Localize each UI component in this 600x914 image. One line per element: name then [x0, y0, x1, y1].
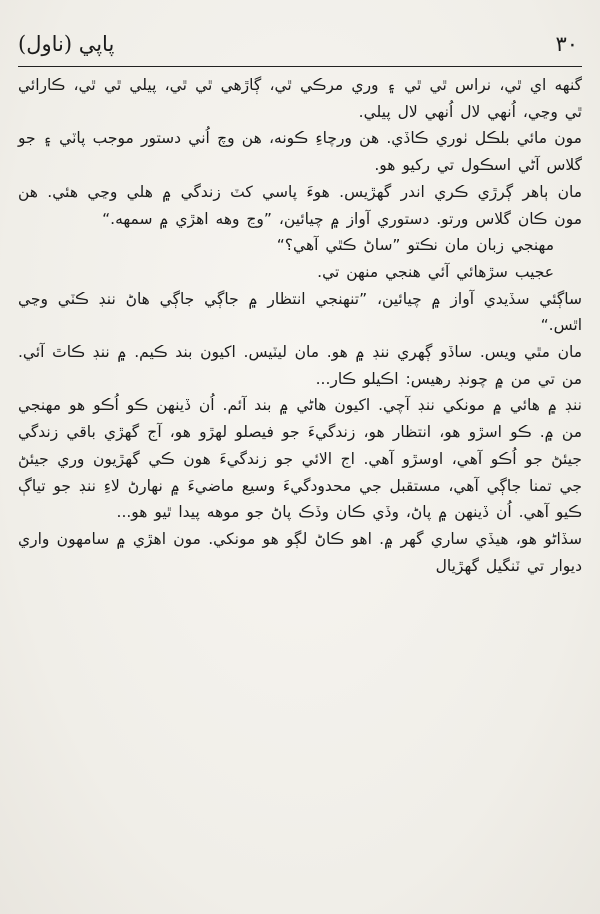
paragraph: مان مٿي ويس. ساڏو ڳهري ننڊ ۾ هو. مان ليٽيس. اکيون بند ڪيم. ۾ ننڊ ڪاٿ آئي. من تي من ۾ چونڊ رهيس: اڪيلو ڪار... [18, 343, 582, 388]
paragraph: مان ٻاهر ڳرڙي ڪري اندر گهڙيس. هوءَ پاسي کٽ زندگي ۾ هلي وڃي هئي. هن مون ڪان گلاس ورتو. دستوري آواز ۾ چيائين، ”وڃ وهه اهڙي ۾ سمهه.“ [18, 182, 582, 228]
paragraph: عجيب سڙهائي آئي هنجي منهن تي. [317, 262, 554, 281]
paragraph: ساڳئي سڏيدي آواز ۾ چيائين، ”تنهنجي انتظار ۾ جاڳي جاڳي هاڻ ننڊ ڪٽي وڃي اٿس.“ [18, 289, 582, 335]
paragraph: سڏاڻو هو، هيڏي ساري گهر ۾. اهو ڪاڻ لڳو هو مونکي. مون اهڙي ۾ سامهون واري ديوار تي ٽنگيل گهڙيال [18, 529, 582, 575]
paragraph: ننڊ ۾ هائي ۾ مونکي ننڊ آچي. اکيون هاڻي ۾ بند آئم. اُن ڏينهن ڪو اُڪو هو مهنجي من ۾. ڪو اسڙو هو، انتظار هو، زندگيءَ جو فيصلو لهڙو هو، آج گهڙي باقي زندگي جيئڻ جو اُڪو آهي، اوسڙو آهي. اج الائي جو زندگيءَ هون ڪي گهڙيون وري جيئڻ جي تمنا جاڳي آهي، مستقبل جي محدودگيءَ وسيع ماضيءَ ۾ نهارڻ لاءِ ننڊ جو تياڳ ڪيو آهي. اُن ڏينهن ۾ پاڻ، وڏي ڪان وڏڪ پاڻ جو موهه پيدا ٿيو هو... [18, 396, 582, 522]
running-header [18, 30, 582, 60]
running-head-title: پاپي (ناول) [18, 32, 115, 56]
paragraph: مهنجي زبان مان نڪتو ”ساڻ ڪٿي آهي؟“ [276, 236, 554, 255]
novel-text-body [18, 72, 582, 579]
header-divider [18, 66, 582, 67]
paragraph: مون مائي بلڪل ٺوري ڪاڏي. هن ورچاءِ ڪونه، هن وچ اُني دستور موجب پاٽي ۽ جو گلاس آڻي اسڪول تي رکيو هو. [18, 129, 582, 175]
page-number: ٣٠ [555, 32, 578, 56]
paragraph: گنهه اي ٿي، نراس ٿي ٿي ۽ وري مرڪي ٿي، ڳاڙهي ٿي ٿي، پيلي ٿي ٿي، ڪارائي ٿي وڃي، اُنهي لال اُنهي لال پيلي. [18, 76, 582, 121]
